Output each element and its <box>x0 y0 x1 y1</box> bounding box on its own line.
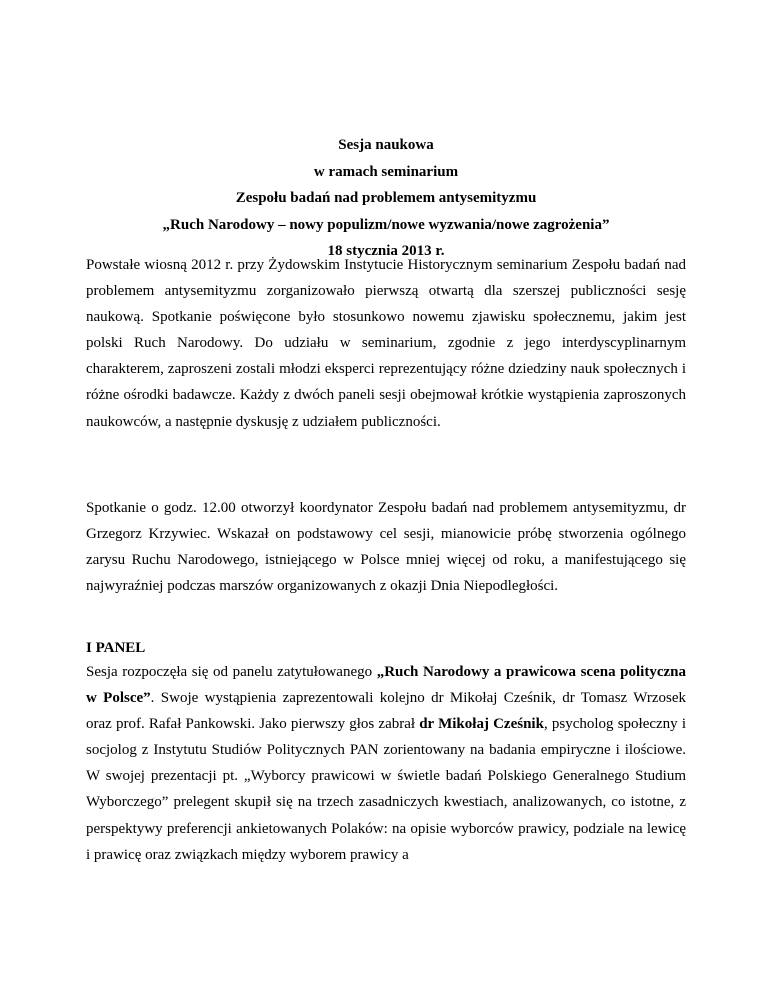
panel-title: „Ruch Narodowy a prawicowa scena polityczna w Polsce” <box>86 664 686 707</box>
panel-intro-text: Sesja rozpoczęła się od panelu zatytułowanego <box>86 664 377 680</box>
header-topic-title: „Ruch Narodowy – nowy populizm/nowe wyzwania/nowe zagrożenia” <box>162 216 610 233</box>
panel-heading: I PANEL <box>86 640 146 656</box>
panel-speaker-name: dr Mikołaj Cześnik <box>419 716 544 733</box>
header-team-line: Zespołu badań nad problemem antysemityzmu <box>235 190 537 206</box>
paragraph-opening <box>86 495 686 599</box>
panel-rest-text: , psycholog społeczny i socjolog z Instytutu Studiów Politycznych PAN zorientowany na badania empiryczne i ilościowe. W swojej prezentacji pt. „Wyborcy prawicowi w świetle badań Polskiego Generalnego Studium Wyborczego” prelegent skupił się na trzech zasadniczych kwestiach, analizowanych, co istotne, z perspektywy preferencji ankietowanych Polaków: na opisie wyborców prawicy, podziale na lewicę i prawicę oraz związkach między wyborem prawicy a <box>86 716 687 863</box>
header-session-title: Sesja naukowa <box>338 137 434 153</box>
document-header <box>86 132 686 265</box>
paragraph-opening-text: Spotkanie o godz. 12.00 otworzył koordynator Zespołu badań nad problemem antysemityzmu, dr Grzegorz Krzywiec. Wskazał on podstawowy cel sesji, mianowicie próbę stworzenia ogólnego zarysu Ruchu Narodowego, istniejącego w Polsce mniej więcej od roku, a manifestującego się najwyraźniej podczas marszów organizowanych z okazji Dnia Niepodległości. <box>86 500 686 595</box>
header-date: 18 stycznia 2013 r. <box>327 243 445 259</box>
paragraph-panel-one <box>86 659 686 868</box>
panel-speakers-text: . Swoje wystąpienia zaprezentowali kolejno dr Mikołaj Cześnik, dr Tomasz Wrzosek oraz prof. Rafał Pankowski. Jako pierwszy głos zabrał <box>86 690 686 733</box>
header-seminar-line: w ramach seminarium <box>313 163 459 180</box>
paragraph-introduction-text: Powstałe wiosną 2012 r. przy Żydowskim Instytucie Historycznym seminarium Zespołu badań nad problemem antysemityzmu zorganizowało pierwszą otwartą dla szerszej publiczności sesję naukową. Spotkanie poświęcone było stosunkowo nowemu zjawisku społecznemu, jakim jest polski Ruch Narodowy. Do udziału w seminarium, zgodnie z jego interdyscyplinarnym charakterem, zaproszeni zostali młodzi eksperci reprezentujący różne dziedziny nauk społecznych i różne ośrodki badawcze. Każdy z dwóch paneli sesji obejmował krótkie wystąpienia zaproszonych naukowców, a następnie dyskusję z udziałem publiczności. <box>86 257 686 430</box>
paragraph-introduction <box>86 252 686 435</box>
